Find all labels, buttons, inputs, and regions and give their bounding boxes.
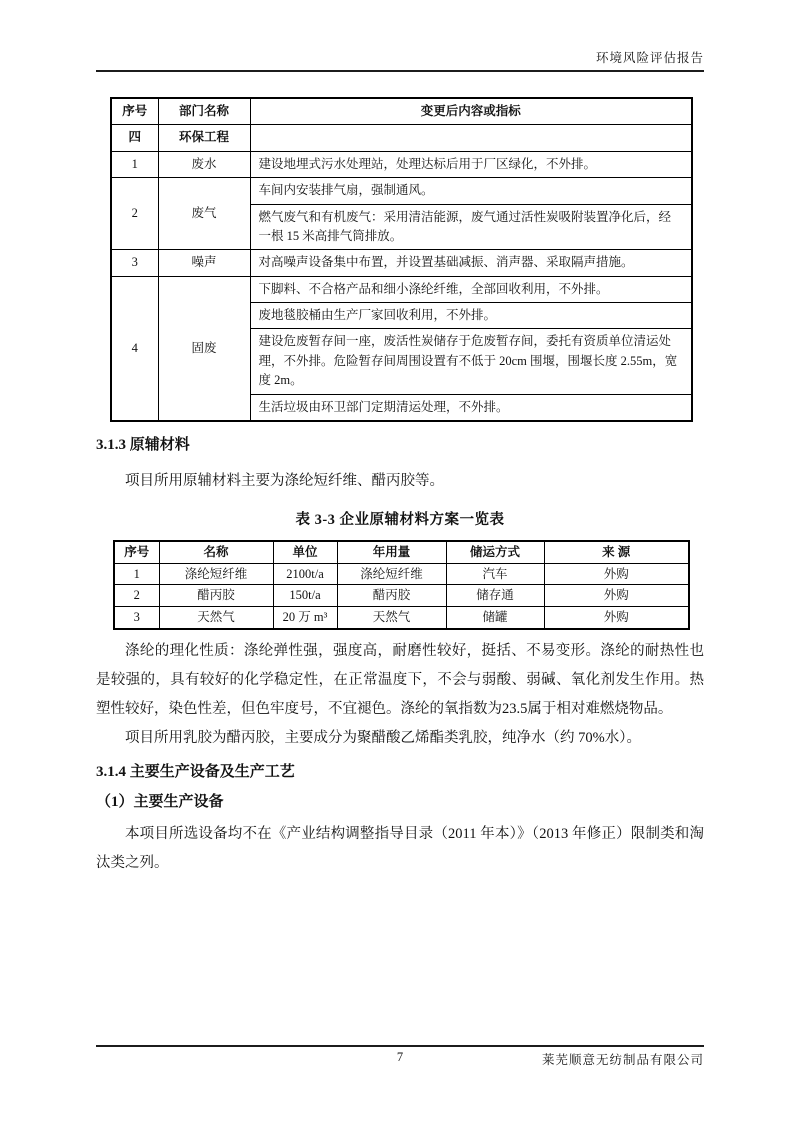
table-header-row	[114, 541, 689, 563]
col-header-unit: 单位	[273, 541, 337, 563]
col-header-no: 序号	[111, 98, 158, 125]
cell: 2	[114, 585, 159, 607]
cell: 150t/a	[273, 585, 337, 607]
subsection-heading-equipment: （1）主要生产设备	[96, 793, 224, 810]
table-3-3-caption: 表 3-3 企业原辅材料方案一览表	[295, 511, 505, 528]
col-header-source: 来 源	[544, 541, 689, 563]
cell: 醋丙胶	[159, 585, 273, 607]
table-row	[111, 276, 692, 302]
col-header-no: 序号	[114, 541, 159, 563]
row-content: 建设地埋式污水处理站，处理达标后用于厂区绿化，不外排。	[250, 151, 692, 177]
row-dept: 废气	[158, 178, 250, 250]
row-dept: 固废	[158, 276, 250, 421]
cell: 20 万 m³	[273, 607, 337, 629]
row-dept: 环保工程	[158, 125, 250, 151]
page-footer	[96, 1045, 704, 1069]
col-header-annual: 年用量	[337, 541, 446, 563]
row-content: 建设危废暂存间一座，废活性炭储存于危废暂存间，委托有资质单位清运处理，不外排。危险暂存间周围设置有不低于 20cm 围堰，围堰长度 2.55m，宽度 2m。	[250, 329, 692, 394]
cell: 涤纶短纤维	[337, 563, 446, 585]
row-no: 四	[111, 125, 158, 151]
paragraph-latex: 项目所用乳胶为醋丙胶，主要成分为聚醋酸乙烯酯类乳胶，纯净水（约 70%水）。	[125, 729, 641, 746]
cell: 2100t/a	[273, 563, 337, 585]
paragraph-equipment: 本项目所选设备均不在《产业结构调整指导目录（2011 年本）》（2013 年修正）限制类和淘汰类之列。	[96, 825, 704, 871]
paragraph-polyester-properties: 涤纶的理化性质：涤纶弹性强，强度高，耐磨性较好，挺括、不易变形。涤纶的耐热性也是较强的，具有较好的化学稳定性，在正常温度下，不会与弱酸、弱碱、氧化剂发生作用。热塑性较好，染色性差，但色牢度号，不宜褪色。涤纶的氧指数为23.5属于相对难燃烧物品。	[96, 642, 704, 717]
paragraph-raw-materials: 项目所用原辅材料主要为涤纶短纤维、醋丙胶等。	[125, 472, 444, 489]
section-heading-314: 3.1.4 主要生产设备及生产工艺	[96, 763, 295, 780]
col-header-storage: 储运方式	[446, 541, 544, 563]
row-content: 下脚料、不合格产品和细小涤纶纤维，全部回收利用，不外排。	[250, 276, 692, 302]
cell: 外购	[544, 585, 689, 607]
cell: 外购	[544, 563, 689, 585]
page-header	[96, 0, 704, 72]
table-row	[114, 607, 689, 629]
table-row	[111, 178, 692, 204]
table-row	[111, 151, 692, 177]
section-heading-313: 3.1.3 原辅材料	[96, 436, 190, 453]
table-row	[111, 250, 692, 276]
row-no: 2	[111, 178, 158, 250]
col-header-name: 名称	[159, 541, 273, 563]
row-content: 废地毯胶桶由生产厂家回收利用，不外排。	[250, 303, 692, 329]
page-content	[96, 97, 704, 878]
table-row	[114, 563, 689, 585]
cell: 储罐	[446, 607, 544, 629]
col-header-content: 变更后内容或指标	[250, 98, 692, 125]
row-content	[250, 125, 692, 151]
row-content: 对高噪声设备集中布置，并设置基础减振、消声器、采取隔声措施。	[250, 250, 692, 276]
footer-company-name: 莱芜顺意无纺制品有限公司	[541, 1053, 704, 1067]
row-dept: 废水	[158, 151, 250, 177]
row-dept: 噪声	[158, 250, 250, 276]
cell: 天然气	[337, 607, 446, 629]
col-header-dept: 部门名称	[158, 98, 250, 125]
cell: 外购	[544, 607, 689, 629]
row-content: 燃气废气和有机废气：采用清洁能源，废气通过活性炭吸附装置净化后，经一根 15 米高排气筒排放。	[250, 204, 692, 250]
cell: 天然气	[159, 607, 273, 629]
table-row	[114, 585, 689, 607]
cell: 1	[114, 563, 159, 585]
change-table	[110, 97, 693, 422]
cell: 涤纶短纤维	[159, 563, 273, 585]
table-header-row	[111, 98, 692, 125]
cell: 汽车	[446, 563, 544, 585]
materials-table	[113, 540, 690, 630]
cell: 储存通	[446, 585, 544, 607]
row-content: 车间内安装排气扇，强制通风。	[250, 178, 692, 204]
row-no: 3	[111, 250, 158, 276]
row-no: 4	[111, 276, 158, 421]
table-row	[111, 125, 692, 151]
row-no: 1	[111, 151, 158, 177]
page-number: 7	[396, 1050, 404, 1064]
report-title: 环境风险评估报告	[595, 51, 704, 65]
cell: 3	[114, 607, 159, 629]
cell: 醋丙胶	[337, 585, 446, 607]
row-content: 生活垃圾由环卫部门定期清运处理，不外排。	[250, 394, 692, 421]
